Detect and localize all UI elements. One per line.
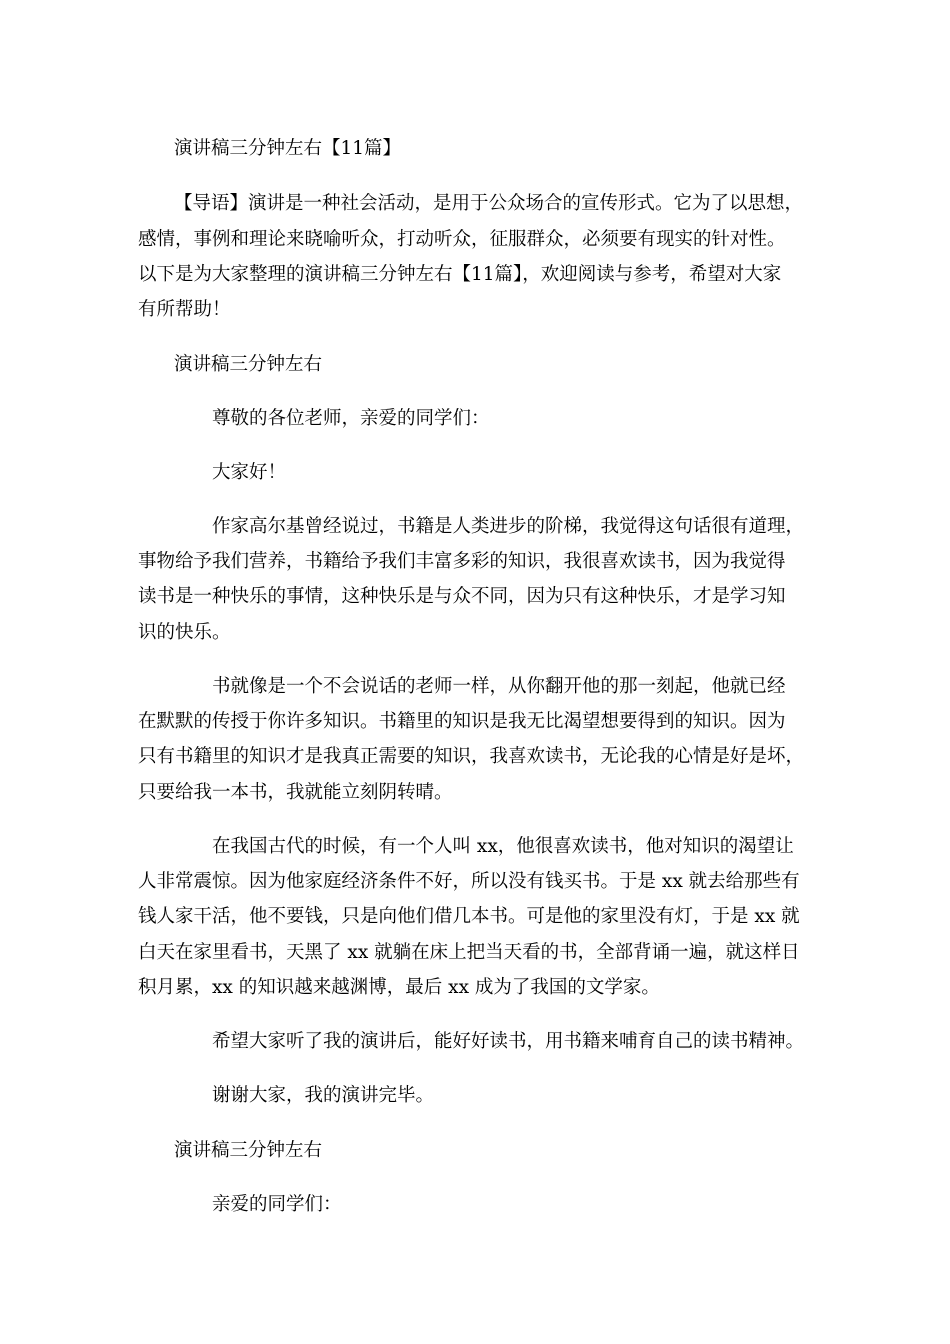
p1-line-2: 事物给予我们营养，书籍给予我们丰富多彩的知识，我很喜欢读书，因为我觉得	[138, 551, 786, 572]
p4-line: 希望大家听了我的演讲后，能好好读书，用书籍来哺育自己的读书精神。	[212, 1031, 805, 1052]
section-1-closing: 谢谢大家，我的演讲完毕。	[212, 1085, 435, 1106]
section-2-heading: 演讲稿三分钟左右	[174, 1140, 323, 1161]
p2-line-2: 在默默的传授于你许多知识。书籍里的知识是我无比渴望想要得到的知识。因为	[138, 711, 786, 732]
p2-line-3: 只有书籍里的知识才是我真正需要的知识，我喜欢读书，无论我的心情是好是坏，	[138, 746, 805, 767]
p1-line-1: 作家高尔基曾经说过，书籍是人类进步的阶梯，我觉得这句话很有道理，	[212, 516, 805, 537]
intro-line-2: 感情，事例和理论来晓喻听众，打动听众，征服群众，必须要有现实的针对性。	[138, 229, 786, 250]
p1-line-3: 读书是一种快乐的事情，这种快乐是与众不同，因为只有这种快乐，才是学习知	[138, 586, 786, 607]
intro-line-1: 【导语】演讲是一种社会活动，是用于公众场合的宣传形式。它为了以思想，	[174, 193, 804, 214]
p3-line-3: 钱人家干活，他不要钱，只是向他们借几本书。可是他的家里没有灯，于是 xx 就	[138, 906, 800, 927]
p2-line-1: 书就像是一个不会说话的老师一样，从你翻开他的那一刻起，他就已经	[212, 676, 786, 697]
p3-line-2: 人非常震惊。因为他家庭经济条件不好，所以没有钱买书。于是 xx 就去给那些有	[138, 871, 800, 892]
section-1-salutation: 尊敬的各位老师，亲爱的同学们：	[212, 408, 490, 429]
section-1-greeting: 大家好！	[212, 462, 287, 483]
intro-line-3: 以下是为大家整理的演讲稿三分钟左右【11篇】，欢迎阅读与参考，希望对大家	[138, 264, 782, 285]
p1-line-4: 识的快乐。	[138, 622, 231, 643]
p3-line-5: 积月累，xx 的知识越来越渊博，最后 xx 成为了我国的文学家。	[138, 977, 660, 998]
p3-line-1: 在我国古代的时候，有一个人叫 xx，他很喜欢读书，他对知识的渴望让	[212, 836, 794, 857]
p3-line-4: 白天在家里看书，天黑了 xx 就躺在床上把当天看的书，全部背诵一遍，就这样日	[138, 942, 800, 963]
p2-line-4: 只要给我一本书，我就能立刻阴转晴。	[138, 782, 453, 803]
section-1-heading: 演讲稿三分钟左右	[174, 354, 323, 375]
section-2-salutation: 亲爱的同学们：	[212, 1194, 342, 1215]
intro-line-4: 有所帮助！	[138, 299, 231, 320]
document-title: 演讲稿三分钟左右【11篇】	[174, 138, 402, 159]
